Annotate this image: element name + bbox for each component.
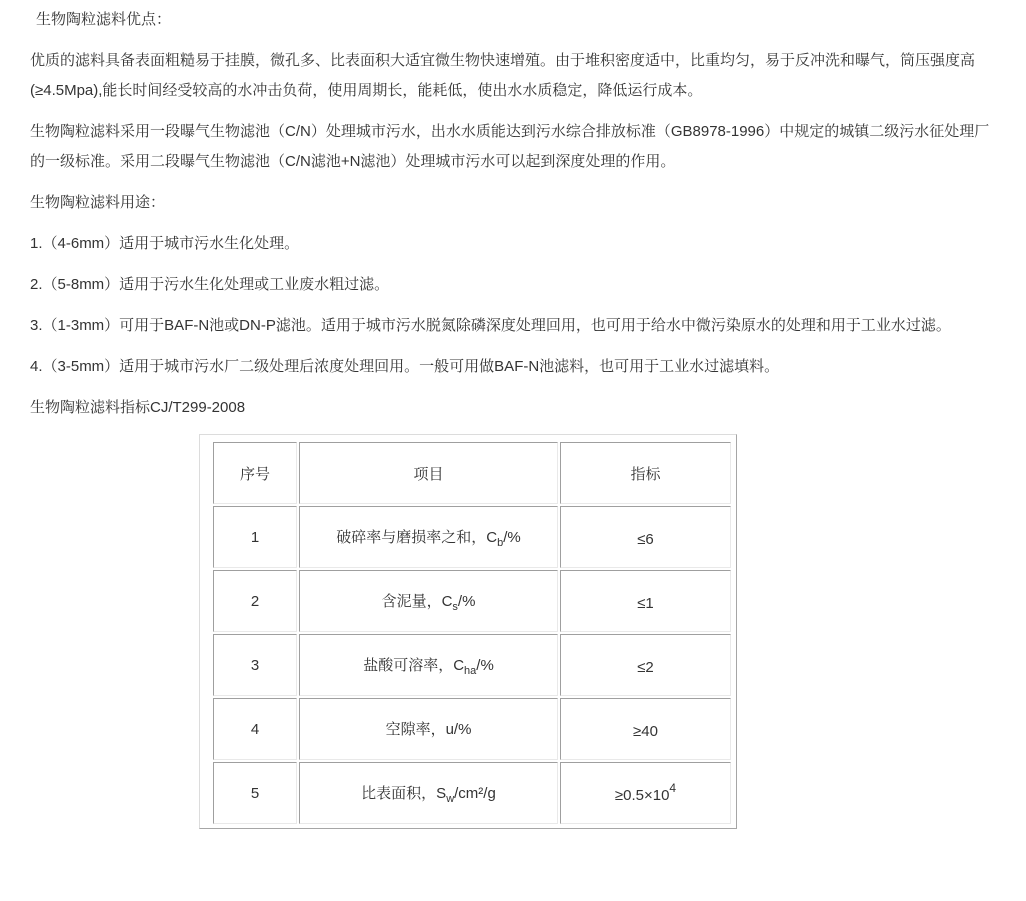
table-row — [213, 634, 731, 696]
usage-heading: 生物陶粒滤料用途： — [30, 194, 166, 211]
advantages-heading: 生物陶粒滤料优点： — [36, 11, 172, 28]
cell-item — [299, 698, 558, 760]
cell-item — [299, 634, 558, 696]
indicator-value: ≥40 — [633, 722, 658, 740]
cell-number: 2 — [213, 570, 297, 632]
spec-table — [211, 440, 733, 826]
application-paragraph: 生物陶粒滤料采用一段曝气生物滤池（C/N）处理城市污水，出水水质能达到污水综合排放标准（GB8978-1996）中规定的城镇二级污水征处理厂的一级标准。采用二段曝气生物滤池（C/N滤池+N滤池）处理城市污水可以起到深度处理的作用。 — [30, 123, 990, 170]
table-row — [213, 506, 731, 568]
item-unit: /% — [476, 656, 494, 674]
table-row — [213, 570, 731, 632]
usage-item-4: 4.（3-5mm）适用于城市污水厂二级处理后浓度处理回用。一般可用做BAF-N池滤料，也可用于工业水过滤填料。 — [30, 358, 780, 375]
table-caption: 生物陶粒滤料指标CJ/T299-2008 — [30, 399, 246, 416]
cell-indicator — [560, 634, 731, 696]
header-cell-indicator: 指标 — [560, 442, 731, 504]
item-subscript: ha — [464, 664, 477, 677]
item-subscript: s — [452, 600, 458, 613]
indicator-value: ≤1 — [637, 594, 654, 612]
cell-indicator — [560, 570, 731, 632]
item-text: 含泥量，C — [381, 592, 453, 610]
spec-table-frame — [199, 434, 737, 829]
indicator-value: ≥0.5×10 — [614, 786, 670, 804]
usage-item-3: 3.（1-3mm）可用于BAF-N池或DN-P滤池。适用于城市污水脱氮除磷深度处理回用，也可用于给水中微污染原水的处理和用于工业水过滤。 — [30, 317, 951, 334]
cell-indicator — [560, 506, 731, 568]
item-unit: /% — [503, 528, 521, 546]
cell-indicator — [560, 762, 731, 824]
table-row — [213, 762, 731, 824]
cell-item — [299, 506, 558, 568]
header-cell-number: 序号 — [213, 442, 297, 504]
usage-item-2: 2.（5-8mm）适用于污水生化处理或工业废水粗过滤。 — [30, 276, 390, 293]
item-text: 比表面积，S — [361, 784, 447, 802]
header-cell-item: 项目 — [299, 442, 558, 504]
indicator-value: ≤2 — [637, 658, 654, 676]
document-body — [0, 5, 1026, 829]
item-text: 破碎率与磨损率之和，C — [336, 528, 498, 546]
cell-number: 1 — [213, 506, 297, 568]
cell-indicator — [560, 698, 731, 760]
advantages-paragraph: 优质的滤料具备表面粗糙易于挂膜，微孔多、比表面积大适宜微生物快速增殖。由于堆积密度适中，比重均匀，易于反冲洗和曝气，筒压强度高(≥4.5Mpa),能长时间经受较高的水冲击负荷，使用周期长，能耗低，使出水水质稳定，降低运行成本。 — [30, 52, 976, 99]
cell-number: 4 — [213, 698, 297, 760]
item-text: 空隙率，u/% — [385, 720, 472, 738]
usage-item-1: 1.（4-6mm）适用于城市污水生化处理。 — [30, 235, 300, 252]
table-row — [213, 698, 731, 760]
cell-number: 5 — [213, 762, 297, 824]
item-subscript: w — [446, 792, 455, 805]
table-header-row — [213, 442, 731, 504]
cell-number: 3 — [213, 634, 297, 696]
item-unit: /% — [457, 592, 476, 610]
cell-item — [299, 570, 558, 632]
item-unit: /cm²/g — [454, 784, 496, 802]
indicator-exponent: 4 — [669, 780, 677, 795]
indicator-value: ≤6 — [637, 530, 654, 548]
cell-item — [299, 762, 558, 824]
item-subscript: b — [497, 536, 504, 549]
item-text: 盐酸可溶率，C — [363, 656, 465, 674]
